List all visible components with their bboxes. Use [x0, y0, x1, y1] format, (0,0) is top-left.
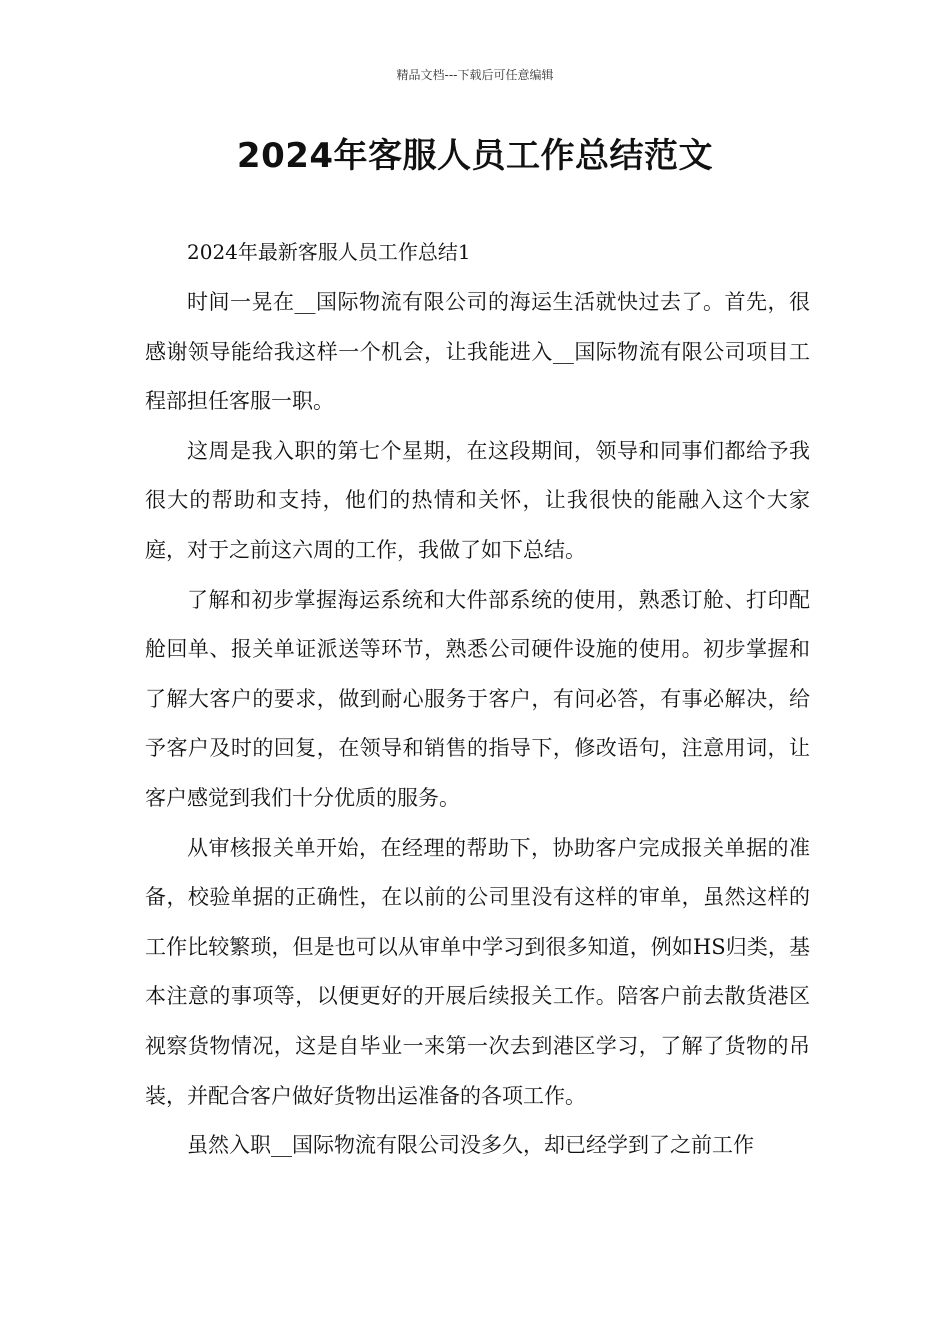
paragraph-2: 这周是我入职的第七个星期，在这段期间，领导和同事们都给予我很大的帮助和支持，他们的热情和关怀，让我很快的能融入这个大家庭，对于之前这六周的工作，我做了如下总结。: [145, 438, 810, 562]
document-title: 2024年客服人员工作总结范文: [236, 136, 714, 176]
paragraph-4: 从审核报关单开始，在经理的帮助下，协助客户完成报关单据的准备，校验单据的正确性，在以前的公司里没有这样的审单，虽然这样的工作比较繁琐，但是也可以从审单中学习到很多知道，例如HS归类，基本注意的事项等，以便更好的开展后续报关工作。陪客户前去散货港区视察货物情况，这是自毕业一来第一次去到港区学习，了解了货物的吊装，并配合客户做好货物出运准备的各项工作。: [145, 835, 810, 1108]
page-header: 精品文档---下载后可任意编辑: [396, 68, 554, 82]
section-heading: 2024年最新客服人员工作总结1: [187, 240, 471, 264]
paragraph-5: 虽然入职__国际物流有限公司没多久，却已经学到了之前工作: [187, 1133, 754, 1158]
paragraph-3: 了解和初步掌握海运系统和大件部系统的使用，熟悉订舱、打印配舱回单、报关单证派送等环节，熟悉公司硬件设施的使用。初步掌握和了解大客户的要求，做到耐心服务于客户，有问必答，有事必解决，给予客户及时的回复，在领导和销售的指导下，修改语句，注意用词，让客户感觉到我们十分优质的服务。: [145, 587, 810, 810]
document-body: [145, 226, 810, 1171]
paragraph-1: 时间一晃在__国际物流有限公司的海运生活就快过去了。首先，很感谢领导能给我这样一个机会，让我能进入__国际物流有限公司项目工程部担任客服一职。: [145, 290, 810, 414]
